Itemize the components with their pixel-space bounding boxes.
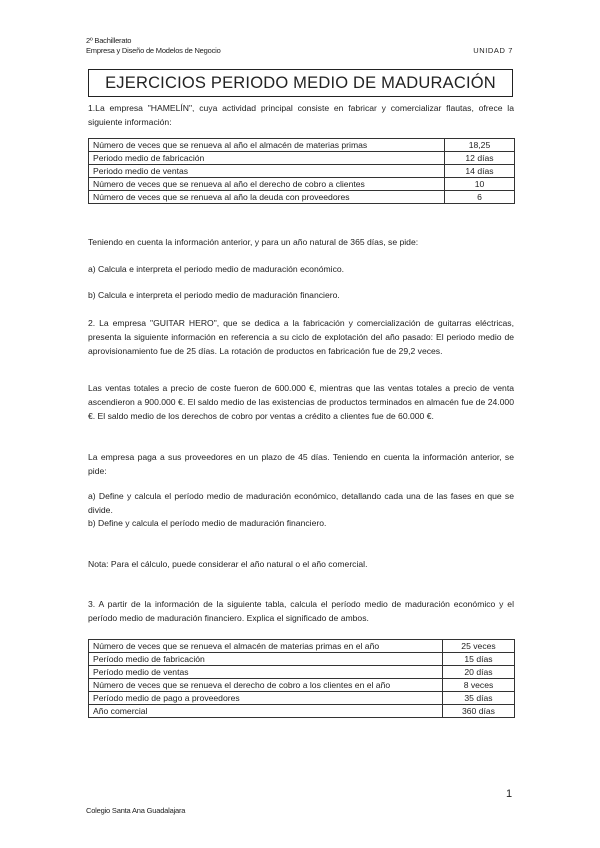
exercise1-question-b: b) Calcula e interpreta el periodo medio de maduración financiero. [88, 290, 340, 300]
row-label: Número de veces que se renueva al año el almacén de materias primas [89, 139, 445, 152]
row-label: Período medio de pago a proveedores [89, 692, 443, 705]
row-value: 15 días [443, 653, 515, 666]
table-row [89, 653, 515, 666]
row-value: 35 días [443, 692, 515, 705]
exercise1-table [88, 138, 515, 204]
row-label: Periodo medio de ventas [89, 165, 445, 178]
row-label: Año comercial [89, 705, 443, 718]
table-row [89, 178, 515, 191]
row-value: 8 veces [443, 679, 515, 692]
exercise1-question-a: a) Calcula e interpreta el periodo medio de maduración económico. [88, 264, 345, 274]
row-value: 6 [445, 191, 515, 204]
row-value: 25 veces [443, 640, 515, 653]
row-value: 18,25 [445, 139, 515, 152]
row-value: 14 días [445, 165, 515, 178]
table-row [89, 640, 515, 653]
row-value: 360 días [443, 705, 515, 718]
row-value: 12 días [445, 152, 515, 165]
exercise3-table [88, 639, 515, 718]
row-label: Número de veces que se renueva al año la deuda con proveedores [89, 191, 445, 204]
exercise2-note: Nota: Para el cálculo, puede considerar el año natural o el año comercial. [88, 559, 368, 569]
table-row [89, 191, 515, 204]
exercise3-intro: 3. A partir de la información de la siguiente tabla, calcula el período medio de maduración económico y el período medio de maduración financiero. Explica el significado de ambos. [88, 599, 514, 623]
row-label: Número de veces que se renueva el almacén de materias primas en el año [89, 640, 443, 653]
exercise2-paragraph-3: La empresa paga a sus proveedores en un plazo de 45 días. Teniendo en cuenta la información anterior, se pide: [88, 452, 514, 476]
exercise1-intro: 1.La empresa "HAMELÍN", cuya actividad principal consiste en fabricar y comercializar flautas, ofrece la siguiente información: [88, 103, 514, 127]
table-row [89, 165, 515, 178]
exercise2-question-b: b) Define y calcula el período medio de maduración financiero. [88, 518, 327, 528]
page-number: 1 [506, 788, 513, 800]
header-course: 2º Bachillerato [86, 36, 132, 45]
footer-school: Colegio Santa Ana Guadalajara [86, 806, 186, 815]
row-label: Número de veces que se renueva el derecho de cobro a los clientes en el año [89, 679, 443, 692]
table-row [89, 139, 515, 152]
table-row [89, 666, 515, 679]
exercise1-context: Teniendo en cuenta la información anterior, y para un año natural de 365 días, se pide: [88, 237, 419, 247]
table-row [89, 152, 515, 165]
row-label: Periodo medio de fabricación [89, 152, 445, 165]
exercise2-paragraph-2: Las ventas totales a precio de coste fueron de 600.000 €, mientras que las ventas totales a precio de venta ascendieron a 900.000 €. El saldo medio de las existencias de productos terminados en almacén fue de 24.000 €. El saldo medio de los derechos de cobro por ventas a crédito a clientes fue de 60.000 €. [88, 383, 514, 421]
header-unit: UNIDAD 7 [473, 46, 513, 55]
row-value: 20 días [443, 666, 515, 679]
row-label: Número de veces que se renueva al año el derecho de cobro a clientes [89, 178, 445, 191]
row-label: Período medio de ventas [89, 666, 443, 679]
row-label: Período medio de fabricación [89, 653, 443, 666]
header-subject: Empresa y Diseño de Modelos de Negocio [86, 46, 221, 55]
row-value: 10 [445, 178, 515, 191]
page-title: EJERCICIOS PERIODO MEDIO DE MADURACIÓN [88, 69, 513, 97]
table-row [89, 692, 515, 705]
table-row [89, 679, 515, 692]
table-row [89, 705, 515, 718]
exercise2-question-a: a) Define y calcula el período medio de maduración económico, detallando cada una de las fases en que se divide. [88, 491, 514, 515]
exercise2-paragraph-1: 2. La empresa "GUITAR HERO", que se dedica a la fabricación y comercialización de guitarras eléctricas, presenta la siguiente información en referencia a su ciclo de explotación del año pasado: El periodo medio de aprovisionamiento fue de 25 días. La rotación de productos en fabricación fue de 29,2 veces. [88, 318, 514, 356]
